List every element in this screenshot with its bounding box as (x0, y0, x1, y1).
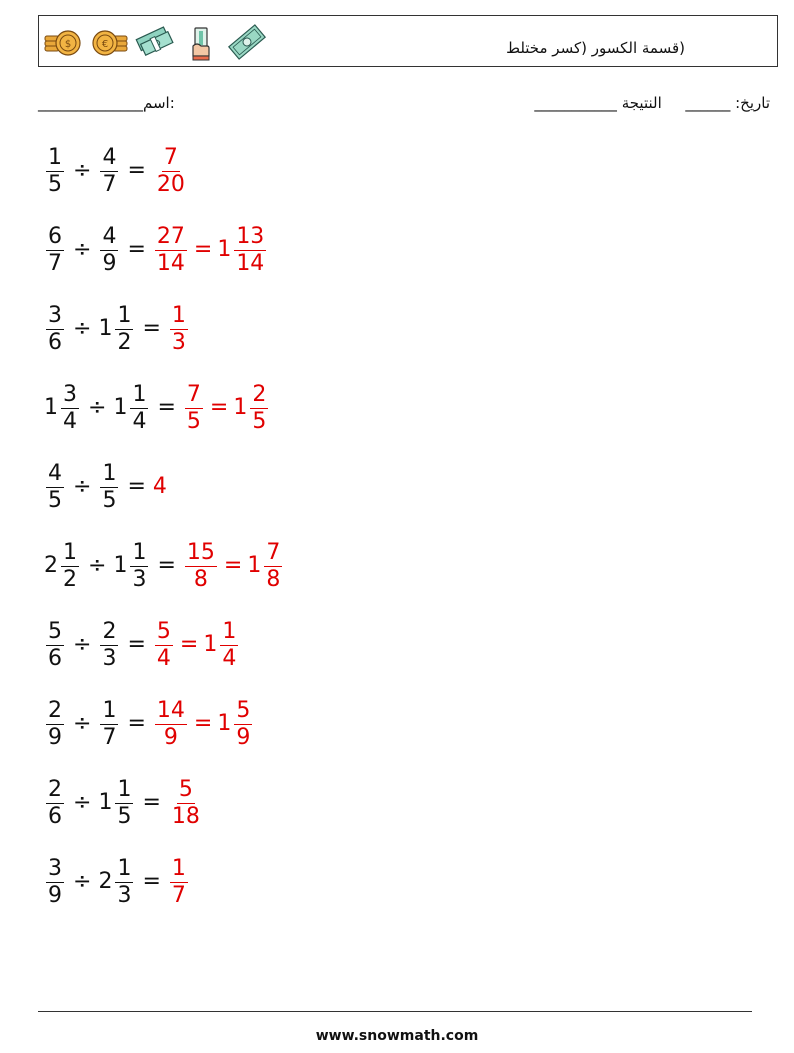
answer-mixed-denominator: 8 (266, 566, 281, 592)
problem-row (44, 614, 284, 693)
problem-row (44, 535, 284, 614)
answer (153, 614, 240, 676)
operand-a-denominator: 5 (48, 171, 62, 197)
operand-b-fraction (100, 224, 118, 277)
answer (153, 693, 254, 755)
date-label: تاريخ: (735, 94, 770, 112)
answer-improper-numerator: 5 (178, 776, 193, 802)
answer-improper-numerator: 1 (171, 855, 186, 881)
answer-mixed-fraction (264, 540, 282, 593)
equals-sign: = (157, 553, 176, 578)
divide-sign: ÷ (73, 316, 92, 341)
problem-list (44, 140, 284, 930)
operand-b-numerator: 4 (102, 144, 117, 170)
date-score-line (534, 94, 770, 112)
problem-expression (44, 377, 270, 439)
operand-b-denominator: 7 (102, 171, 117, 197)
operand-b-whole: 2 (98, 869, 113, 894)
operand-a-fraction (61, 382, 79, 435)
problem-row (44, 140, 284, 219)
answer-improper-numerator: 7 (186, 381, 201, 407)
answer-improper-denominator: 7 (171, 882, 186, 908)
header-icons (43, 22, 267, 62)
divide-sign: ÷ (73, 474, 92, 499)
answer-improper-denominator: 9 (163, 724, 178, 750)
name-line (38, 94, 175, 112)
answer-mixed-whole: 1 (217, 237, 232, 262)
operand-b-denominator: 5 (102, 487, 117, 513)
equals-sign: = (142, 316, 161, 341)
equals-sign: = (142, 869, 161, 894)
answer-equals-sign: = (209, 395, 229, 420)
problem-expression (44, 298, 190, 360)
equals-sign: = (127, 632, 146, 657)
problem-expression (44, 219, 268, 281)
operand-b-denominator: 9 (102, 250, 117, 276)
coin-stack-euro-icon (89, 22, 129, 62)
problem-row (44, 851, 284, 930)
answer-improper-fraction (155, 224, 187, 277)
name-blank: ______________ (38, 94, 143, 112)
divide-sign: ÷ (73, 790, 92, 815)
operand-a-numerator: 4 (48, 460, 62, 486)
operand-a-fraction (46, 224, 64, 277)
answer-mixed-whole: 1 (203, 632, 218, 657)
operand-b-denominator: 4 (132, 408, 147, 434)
operand-a-fraction (46, 856, 64, 909)
answer-improper-numerator: 14 (156, 697, 185, 723)
operand-b-denominator: 3 (102, 645, 117, 671)
operand-b-fraction (100, 619, 118, 672)
hand-card-icon (181, 22, 221, 62)
divide-sign: ÷ (73, 237, 92, 262)
answer-improper-numerator: 15 (186, 539, 215, 565)
answer-improper-fraction (170, 777, 202, 830)
answer (168, 303, 190, 356)
answer-mixed-fraction (234, 224, 266, 277)
problem-expression (44, 456, 168, 518)
answer-mixed-denominator: 5 (252, 408, 267, 434)
footer-url: www.snowmath.com (315, 1028, 479, 1044)
operand-a-fraction (46, 461, 64, 514)
answer-equals-sign: = (223, 553, 243, 578)
operand-a-numerator: 2 (48, 776, 62, 802)
operand-a-numerator: 3 (63, 381, 77, 407)
answer-mixed-fraction (220, 619, 238, 672)
answer-improper-denominator: 20 (156, 171, 185, 197)
operand-b-numerator: 1 (117, 302, 132, 328)
operand-a-numerator: 2 (48, 697, 62, 723)
answer (153, 219, 268, 281)
answer (153, 145, 189, 198)
problem-row (44, 377, 284, 456)
operand-a-numerator: 3 (48, 855, 62, 881)
operand-b-numerator: 4 (102, 223, 117, 249)
answer-mixed-denominator: 14 (236, 250, 265, 276)
operand-a-denominator: 7 (48, 250, 62, 276)
answer-improper-numerator: 1 (171, 302, 186, 328)
answer-mixed-whole: 1 (247, 553, 262, 578)
operand-a-numerator: 3 (48, 302, 62, 328)
answer-mixed-numerator: 13 (236, 223, 265, 249)
banknote-stack-icon (135, 22, 175, 62)
operand-b-denominator: 2 (117, 329, 132, 355)
coin-stack-icon (43, 22, 83, 62)
operand-b-fraction (100, 145, 118, 198)
operand-a-denominator: 6 (48, 329, 62, 355)
operand-b-whole: 1 (113, 395, 128, 420)
problem-row (44, 772, 284, 851)
problem-expression (44, 693, 254, 755)
operand-a-fraction (46, 619, 64, 672)
operand-b-fraction (130, 382, 148, 435)
operand-a-fraction (46, 145, 64, 198)
operand-b-fraction (130, 540, 148, 593)
operand-b-fraction (100, 698, 118, 751)
answer-improper-fraction (155, 698, 187, 751)
answer-improper-fraction (185, 540, 217, 593)
operand-b-denominator: 7 (102, 724, 117, 750)
answer-mixed-whole: 1 (233, 395, 248, 420)
operand-b-numerator: 1 (117, 855, 132, 881)
problem-row (44, 298, 284, 377)
answer-mixed-fraction (234, 698, 252, 751)
operand-b-fraction (100, 461, 118, 514)
footer-divider (38, 1011, 752, 1012)
answer-equals-sign: = (193, 237, 213, 262)
operand-a-whole: 2 (44, 553, 58, 578)
answer-improper-numerator: 7 (163, 144, 178, 170)
operand-a-fraction (46, 698, 64, 751)
answer (168, 777, 204, 830)
answer-improper-fraction (170, 303, 188, 356)
problem-row (44, 219, 284, 298)
answer-mixed-numerator: 2 (252, 381, 267, 407)
answer-mixed-numerator: 7 (266, 539, 281, 565)
operand-a-numerator: 5 (48, 618, 62, 644)
operand-a-denominator: 9 (48, 882, 62, 908)
operand-a-fraction (61, 540, 79, 593)
answer-improper-denominator: 14 (156, 250, 185, 276)
operand-a-denominator: 5 (48, 487, 62, 513)
equals-sign: = (127, 158, 146, 183)
name-label: اسم: (143, 94, 175, 112)
operand-b-numerator: 1 (102, 460, 117, 486)
svg-text:€: € (101, 39, 109, 50)
answer (168, 856, 190, 909)
answer-improper-numerator: 5 (156, 618, 171, 644)
answer (153, 456, 168, 518)
operand-a-whole: 1 (44, 395, 58, 420)
operand-b-numerator: 2 (102, 618, 117, 644)
operand-a-denominator: 2 (63, 566, 77, 592)
operand-b-fraction (115, 777, 133, 830)
answer-mixed-whole: 1 (217, 711, 232, 736)
operand-a-numerator: 6 (48, 223, 62, 249)
answer (183, 377, 270, 439)
answer-mixed-numerator: 1 (222, 618, 237, 644)
answer-improper-denominator: 18 (171, 803, 200, 829)
operand-a-numerator: 1 (48, 144, 62, 170)
equals-sign: = (142, 790, 161, 815)
operand-a-fraction (46, 303, 64, 356)
answer-mixed-fraction (250, 382, 268, 435)
divide-sign: ÷ (88, 553, 107, 578)
header-box (38, 15, 778, 67)
operand-b-denominator: 3 (117, 882, 132, 908)
operand-b-denominator: 5 (117, 803, 132, 829)
answer-improper-denominator: 8 (193, 566, 208, 592)
operand-b-whole: 1 (98, 316, 113, 341)
operand-b-numerator: 1 (132, 381, 147, 407)
answer-improper-fraction (170, 856, 188, 909)
operand-a-denominator: 9 (48, 724, 62, 750)
answer-mixed-numerator: 5 (236, 697, 251, 723)
equals-sign: = (127, 711, 146, 736)
problem-row (44, 456, 284, 535)
answer-improper-denominator: 3 (171, 329, 186, 355)
worksheet-title: (قسمة الكسور (كسر مختلط (506, 39, 685, 57)
problem-expression (44, 535, 284, 597)
operand-b-whole: 1 (98, 790, 113, 815)
operand-a-fraction (46, 777, 64, 830)
equals-sign: = (127, 237, 146, 262)
operand-a-denominator: 4 (63, 408, 77, 434)
banknote-icon (227, 22, 267, 62)
answer-improper-fraction (155, 145, 187, 198)
operand-a-numerator: 1 (63, 539, 77, 565)
equals-sign: = (127, 474, 146, 499)
divide-sign: ÷ (73, 632, 92, 657)
operand-a-denominator: 6 (48, 803, 62, 829)
divide-sign: ÷ (73, 869, 92, 894)
answer-improper-denominator: 4 (156, 645, 171, 671)
problem-expression (44, 140, 189, 202)
answer (183, 535, 284, 597)
answer-equals-sign: = (179, 632, 199, 657)
operand-b-numerator: 1 (102, 697, 117, 723)
score-label: النتيجة (621, 94, 662, 112)
answer-mixed-denominator: 9 (236, 724, 251, 750)
answer-improper-denominator: 5 (186, 408, 201, 434)
svg-text:$: $ (64, 39, 72, 50)
problem-expression (44, 772, 204, 834)
score-blank: ___________ (534, 94, 617, 112)
answer-equals-sign: = (193, 711, 213, 736)
answer-improper-fraction (185, 382, 203, 435)
operand-a-denominator: 6 (48, 645, 62, 671)
divide-sign: ÷ (88, 395, 107, 420)
operand-b-fraction (115, 303, 133, 356)
answer-improper-fraction (155, 619, 173, 672)
problem-expression (44, 614, 240, 676)
equals-sign: = (157, 395, 176, 420)
answer-improper-numerator: 27 (156, 223, 185, 249)
divide-sign: ÷ (73, 711, 92, 736)
problem-expression (44, 851, 190, 913)
operand-b-fraction (115, 856, 133, 909)
answer-whole: 4 (152, 474, 167, 499)
operand-b-numerator: 1 (117, 776, 132, 802)
operand-b-whole: 1 (113, 553, 128, 578)
problem-row (44, 693, 284, 772)
answer-mixed-denominator: 4 (222, 645, 237, 671)
operand-b-denominator: 3 (132, 566, 147, 592)
date-blank: ______ (685, 94, 731, 112)
operand-b-numerator: 1 (132, 539, 147, 565)
divide-sign: ÷ (73, 158, 92, 183)
